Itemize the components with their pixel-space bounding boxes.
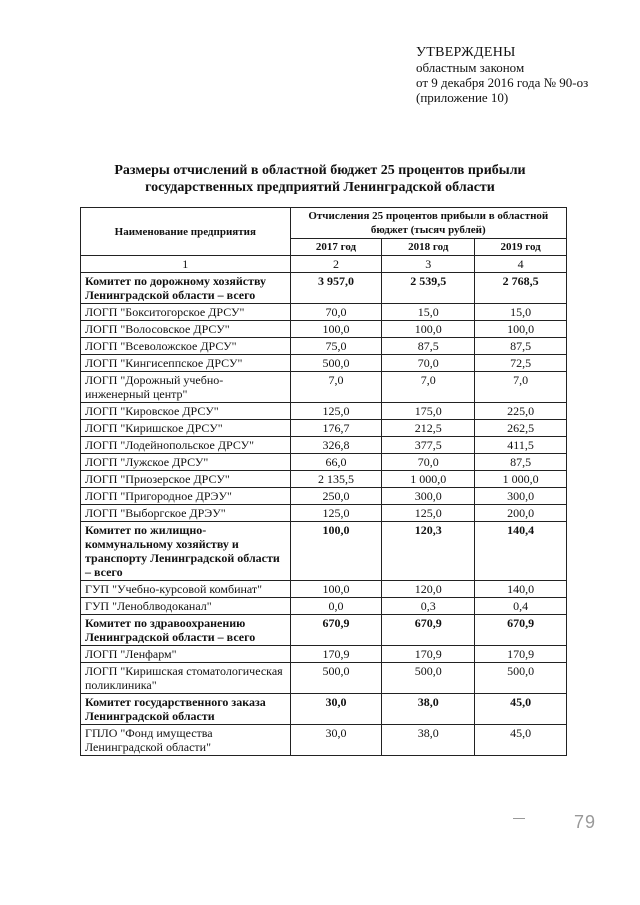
cell-2018: 1 000,0 [382, 471, 475, 488]
cell-name: ЛОГП "Лужское ДРСУ" [81, 454, 291, 471]
table-row [81, 471, 567, 488]
approval-title: УТВЕРЖДЕНЫ [416, 45, 516, 60]
cell-name: ГПЛО "Фонд имущества Ленинградской области" [81, 725, 291, 756]
cell-2017: 70,0 [290, 304, 382, 321]
column-header-2019: 2019 год [475, 239, 567, 256]
table-row [81, 646, 567, 663]
cell-2018: 70,0 [382, 454, 475, 471]
cell-name: Комитет по дорожному хозяйству Ленинградской области – всего [81, 273, 291, 304]
cell-2019: 7,0 [475, 372, 567, 403]
page-title [80, 162, 560, 196]
page-number: 79 [574, 812, 597, 832]
cell-2019: 300,0 [475, 488, 567, 505]
cell-2019: 670,9 [475, 615, 567, 646]
cell-2017: 250,0 [290, 488, 382, 505]
cell-2019: 411,5 [475, 437, 567, 454]
column-number: 4 [475, 256, 567, 273]
cell-2017: 500,0 [290, 663, 382, 694]
table-row [81, 615, 567, 646]
cell-2018: 120,0 [382, 581, 475, 598]
cell-name: ЛОГП "Волосовское ДРСУ" [81, 321, 291, 338]
table-row [81, 437, 567, 454]
table-row [81, 725, 567, 756]
cell-name: Комитет государственного заказа Ленинградской области [81, 694, 291, 725]
cell-2019: 500,0 [475, 663, 567, 694]
column-number: 1 [81, 256, 291, 273]
cell-2017: 100,0 [290, 321, 382, 338]
cell-2017: 30,0 [290, 725, 382, 756]
approval-line-1: областным законом [416, 60, 525, 75]
page-title-line-1: Размеры отчислений в областной бюджет 25 процентов прибыли [114, 163, 526, 178]
cell-2019: 45,0 [475, 694, 567, 725]
cell-name: ЛОГП "Пригородное ДРЭУ" [81, 488, 291, 505]
cell-2018: 670,9 [382, 615, 475, 646]
table-row [81, 505, 567, 522]
table-row [81, 581, 567, 598]
cell-2017: 670,9 [290, 615, 382, 646]
cell-2017: 66,0 [290, 454, 382, 471]
table-row [81, 273, 567, 304]
column-number: 2 [290, 256, 382, 273]
table-row [81, 403, 567, 420]
column-header-2018: 2018 год [382, 239, 475, 256]
cell-name: ЛОГП "Дорожный учебно-инженерный центр" [81, 372, 291, 403]
cell-name: ЛОГП "Киришская стоматологическая поликлиника" [81, 663, 291, 694]
cell-2018: 87,5 [382, 338, 475, 355]
cell-name: ЛОГП "Киришское ДРСУ" [81, 420, 291, 437]
table-row [81, 454, 567, 471]
table-row [81, 321, 567, 338]
column-number-row [81, 256, 567, 273]
cell-2018: 7,0 [382, 372, 475, 403]
cell-name: ЛОГП "Ленфарм" [81, 646, 291, 663]
cell-2018: 100,0 [382, 321, 475, 338]
table-row [81, 694, 567, 725]
cell-2019: 140,4 [475, 522, 567, 581]
column-header-name: Наименование предприятия [81, 208, 291, 256]
cell-2018: 500,0 [382, 663, 475, 694]
allocations-table [80, 207, 567, 756]
cell-name: ЛОГП "Всеволожское ДРСУ" [81, 338, 291, 355]
cell-2017: 30,0 [290, 694, 382, 725]
cell-name: Комитет по жилищно-коммунальному хозяйству и транспорту Ленинградской области – всего [81, 522, 291, 581]
cell-2018: 170,9 [382, 646, 475, 663]
cell-2019: 140,0 [475, 581, 567, 598]
column-header-2017: 2017 год [290, 239, 382, 256]
cell-2019: 0,4 [475, 598, 567, 615]
cell-name: ЛОГП "Кингисеппское ДРСУ" [81, 355, 291, 372]
cell-2018: 377,5 [382, 437, 475, 454]
cell-name: Комитет по здравоохранению Ленинградской области – всего [81, 615, 291, 646]
cell-2019: 200,0 [475, 505, 567, 522]
cell-2017: 100,0 [290, 522, 382, 581]
cell-name: ЛОГП "Лодейнопольское ДРСУ" [81, 437, 291, 454]
cell-2017: 326,8 [290, 437, 382, 454]
page-dash [513, 818, 525, 819]
page-title-line-2: государственных предприятий Ленинградской области [145, 180, 495, 195]
table-row [81, 355, 567, 372]
table-row [81, 304, 567, 321]
cell-2017: 170,9 [290, 646, 382, 663]
table-row [81, 598, 567, 615]
approval-line-3: (приложение 10) [416, 90, 509, 105]
cell-name: ГУП "Леноблводоканал" [81, 598, 291, 615]
cell-2017: 3 957,0 [290, 273, 382, 304]
table-row [81, 663, 567, 694]
cell-2018: 38,0 [382, 694, 475, 725]
cell-2017: 125,0 [290, 403, 382, 420]
cell-2018: 70,0 [382, 355, 475, 372]
cell-name: ЛОГП "Бокситогорское ДРСУ" [81, 304, 291, 321]
cell-name: ГУП "Учебно-курсовой комбинат" [81, 581, 291, 598]
cell-2018: 125,0 [382, 505, 475, 522]
cell-name: ЛОГП "Приозерское ДРСУ" [81, 471, 291, 488]
table-row [81, 488, 567, 505]
cell-2017: 7,0 [290, 372, 382, 403]
cell-2017: 0,0 [290, 598, 382, 615]
cell-2018: 300,0 [382, 488, 475, 505]
cell-2018: 175,0 [382, 403, 475, 420]
table-row [81, 420, 567, 437]
cell-2019: 2 768,5 [475, 273, 567, 304]
table-body [81, 273, 567, 756]
approval-stamp [416, 45, 588, 105]
cell-2019: 225,0 [475, 403, 567, 420]
cell-2019: 87,5 [475, 338, 567, 355]
column-number: 3 [382, 256, 475, 273]
cell-2018: 0,3 [382, 598, 475, 615]
cell-2018: 212,5 [382, 420, 475, 437]
cell-2019: 87,5 [475, 454, 567, 471]
cell-2018: 120,3 [382, 522, 475, 581]
cell-2019: 72,5 [475, 355, 567, 372]
cell-2018: 15,0 [382, 304, 475, 321]
cell-2019: 1 000,0 [475, 471, 567, 488]
cell-2018: 38,0 [382, 725, 475, 756]
cell-2017: 125,0 [290, 505, 382, 522]
table-row [81, 372, 567, 403]
table-row [81, 338, 567, 355]
cell-2017: 100,0 [290, 581, 382, 598]
cell-2019: 100,0 [475, 321, 567, 338]
approval-line-2: от 9 декабря 2016 года № 90-оз [416, 75, 589, 90]
cell-name: ЛОГП "Выборгское ДРЭУ" [81, 505, 291, 522]
cell-2018: 2 539,5 [382, 273, 475, 304]
cell-2019: 262,5 [475, 420, 567, 437]
cell-2019: 45,0 [475, 725, 567, 756]
cell-2017: 500,0 [290, 355, 382, 372]
cell-2017: 2 135,5 [290, 471, 382, 488]
cell-2017: 176,7 [290, 420, 382, 437]
cell-2019: 15,0 [475, 304, 567, 321]
cell-name: ЛОГП "Кировское ДРСУ" [81, 403, 291, 420]
cell-2019: 170,9 [475, 646, 567, 663]
cell-2017: 75,0 [290, 338, 382, 355]
table-row [81, 522, 567, 581]
column-header-group: Отчисления 25 процентов прибыли в областной бюджет (тысяч рублей) [290, 208, 566, 239]
